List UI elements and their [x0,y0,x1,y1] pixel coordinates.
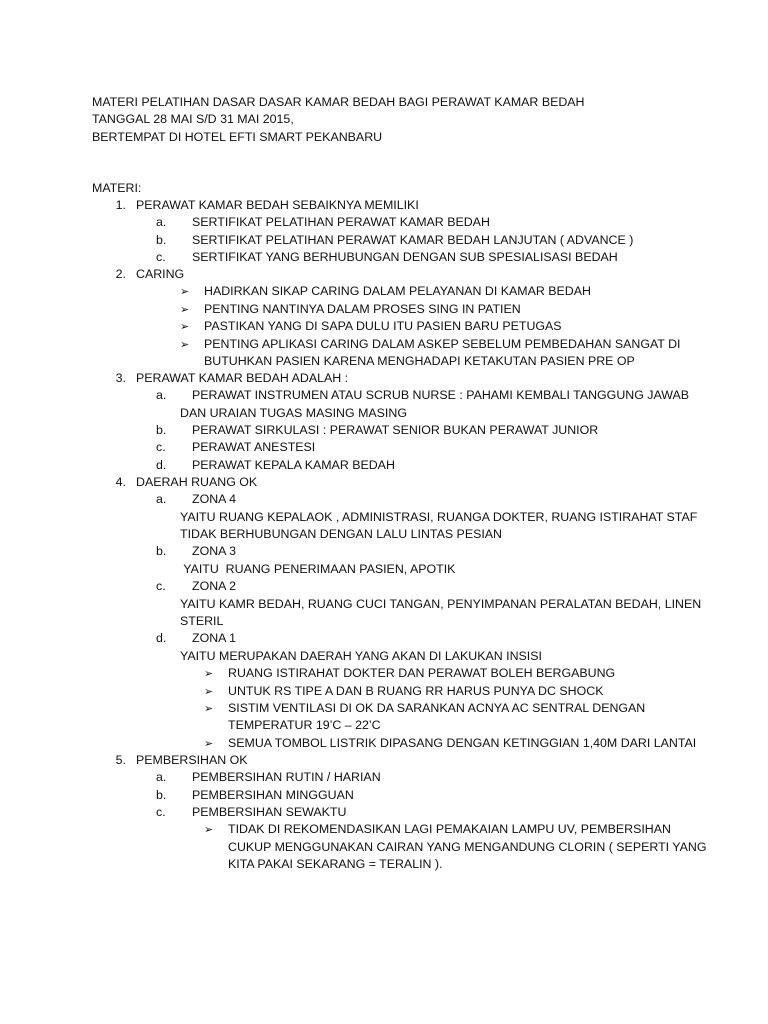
section-number: 4. [115,475,126,489]
arrow-bullet-icon: ➢ [204,667,214,680]
item-text: PEMBERSIHAN MINGGUAN [192,788,354,802]
list-item-continuation: DAN URAIAN TUGAS MASING MASING [180,406,407,420]
item-text: RUANG ISTIRAHAT DOKTER DAN PERAWAT BOLEH BERGABUNG [228,666,616,680]
list-item [156,249,618,266]
bullet-item [180,318,562,335]
arrow-bullet-icon: ➢ [180,320,190,333]
item-text: PENTING NANTINYA DALAM PROSES SING IN PATIEN [204,302,521,316]
item-marker: a. [156,215,167,229]
zone-title: ZONA 3 [192,544,237,558]
item-marker: d. [156,631,167,645]
item-text: SISTIM VENTILASI DI OK DA SARANKAN ACNYA AC SENTRAL DENGAN [228,701,646,715]
item-marker: c. [156,250,166,264]
item-text: PEMBERSIHAN RUTIN / HARIAN [192,770,381,784]
item-text: HADIRKAN SIKAP CARING DALAM PELAYANAN DI KAMAR BEDAH [204,284,591,298]
zone-item [156,543,236,560]
item-text: SERTIFIKAT PELATIHAN PERAWAT KAMAR BEDAH [192,215,490,229]
list-item [156,232,633,249]
item-text: PERAWAT ANESTESI [192,440,316,454]
zone-item [156,630,236,647]
item-marker: c. [156,805,166,819]
item-text: PEMBERSIHAN SEWAKTU [192,805,347,819]
item-marker: a. [156,770,167,784]
list-item [156,769,381,786]
arrow-bullet-icon: ➢ [204,737,214,750]
item-text: TIDAK DI REKOMENDASIKAN LAGI PEMAKAIAN LAMPU UV, PEMBERSIHAN [228,822,671,836]
list-item [156,422,598,439]
item-text: SEMUA TOMBOL LISTRIK DIPASANG DENGAN KETINGGIAN 1,40M DARI LANTAI [228,736,697,750]
zone-description: YAITU KAMR BEDAH, RUANG CUCI TANGAN, PENYIMPANAN PERALATAN BEDAH, LINEN [180,597,702,611]
item-text: UNTUK RS TIPE A DAN B RUANG RR HARUS PUNYA DC SHOCK [228,684,604,698]
zone-item [156,578,236,595]
item-marker: b. [156,544,167,558]
zone-description: YAITU RUANG KEPALAOK , ADMINISTRASI, RUANGA DOKTER, RUANG ISTIRAHAT STAF [180,510,698,524]
section-title: DAERAH RUANG OK [136,475,258,489]
list-item [156,457,395,474]
list-item [156,387,689,404]
zone-title: ZONA 1 [192,631,237,645]
header-line-venue: BERTEMPAT DI HOTEL EFTI SMART PEKANBARU [92,129,383,144]
section-number: 3. [115,371,126,385]
arrow-bullet-icon: ➢ [204,702,214,715]
bullet-item [204,821,671,838]
list-item [156,787,354,804]
item-text: PASTIKAN YANG DI SAPA DULU ITU PASIEN BARU PETUGAS [204,319,562,333]
arrow-bullet-icon: ➢ [180,338,190,351]
header-line-title: MATERI PELATIHAN DASAR DASAR KAMAR BEDAH BAGI PERAWAT KAMAR BEDAH [92,95,585,109]
bullet-item [204,665,615,682]
item-marker: a. [156,388,167,402]
item-marker: c. [156,440,166,454]
section-2-heading [92,266,184,283]
item-text: SERTIFIKAT PELATIHAN PERAWAT KAMAR BEDAH LANJUTAN ( ADVANCE ) [192,233,634,247]
list-item [156,439,315,456]
item-marker: b. [156,423,167,437]
list-item [156,804,346,821]
zone-description: YAITU MERUPAKAN DAERAH YANG AKAN DI LAKUKAN INSISI [180,649,542,663]
section-5-heading [92,752,248,769]
arrow-bullet-icon: ➢ [204,823,214,836]
section-number: 2. [115,267,126,281]
bullet-item-continuation: TEMPERATUR 19’C – 22’C [228,718,381,732]
section-title: PERAWAT KAMAR BEDAH ADALAH : [136,371,349,385]
bullet-item-continuation: BUTUHKAN PASIEN KARENA MENGHADAPI KETAKUTAN PASIEN PRE OP [204,354,635,368]
item-text: PENTING APLIKASI CARING DALAM ASKEP SEBELUM PEMBEDAHAN SANGAT DI [204,337,681,351]
zone-description: STERIL [180,614,224,628]
section-number: 5. [115,753,126,767]
bullet-item [180,336,681,353]
zone-description: TIDAK BERHUBUNGAN DENGAN LALU LINTAS PESIAN [180,527,502,541]
bullet-item-continuation: KITA PAKAI SEKARANG = TERALIN ). [228,857,443,871]
item-marker: d. [156,458,167,472]
item-text: PERAWAT INSTRUMEN ATAU SCRUB NURSE : PAHAMI KEMBALI TANGGUNG JAWAB [192,388,690,402]
document-header [92,94,732,146]
item-text: PERAWAT KEPALA KAMAR BEDAH [192,458,395,472]
section-title: PERAWAT KAMAR BEDAH SEBAIKNYA MEMILIKI [136,198,419,212]
zone-description: YAITU RUANG PENERIMAAN PASIEN, APOTIK [180,562,456,576]
bullet-item [204,735,696,752]
item-marker: c. [156,579,166,593]
materi-label: MATERI: [92,181,142,195]
section-title: CARING [136,267,185,281]
arrow-bullet-icon: ➢ [204,685,214,698]
bullet-item [180,301,521,318]
section-title: PEMBERSIHAN OK [136,753,248,767]
section-4-heading [92,474,257,491]
bullet-item [204,683,603,700]
arrow-bullet-icon: ➢ [180,285,190,298]
header-line-date: TANGGAL 28 MAI S/D 31 MAI 2015, [92,112,294,127]
zone-title: ZONA 2 [192,579,237,593]
item-text: SERTIFIKAT YANG BERHUBUNGAN DENGAN SUB SPESIALISASI BEDAH [192,250,618,264]
section-3-heading [92,370,348,387]
item-text: PERAWAT SIRKULASI : PERAWAT SENIOR BUKAN PERAWAT JUNIOR [192,423,599,437]
section-1-heading [92,197,419,214]
arrow-bullet-icon: ➢ [180,303,190,316]
zone-item [156,491,236,508]
item-marker: a. [156,492,167,506]
item-marker: b. [156,233,167,247]
section-number: 1. [115,198,126,212]
bullet-item [204,700,645,717]
list-item [156,214,490,231]
zone-title: ZONA 4 [192,492,237,506]
bullet-item [180,283,591,300]
item-marker: b. [156,788,167,802]
bullet-item-continuation: CUKUP MENGGUNAKAN CAIRAN YANG MENGANDUNG CLORIN ( SEPERTI YANG [228,840,707,854]
